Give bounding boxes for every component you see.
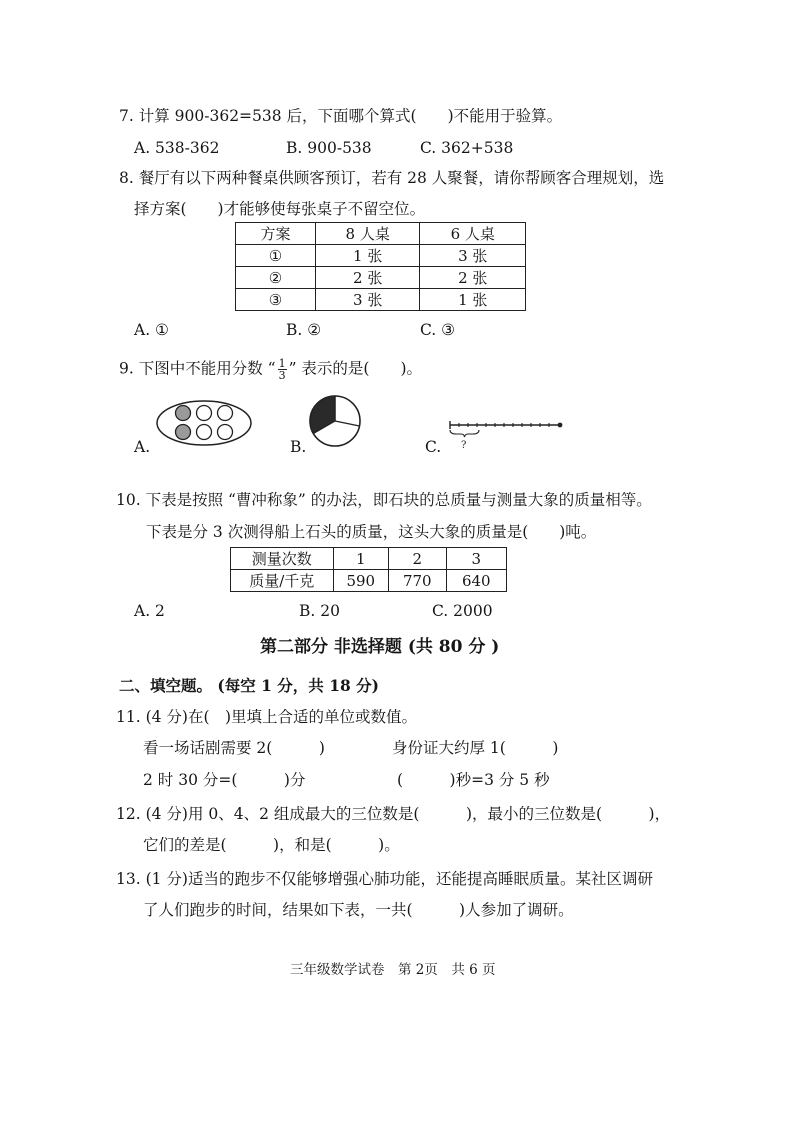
table-cell: 8 人桌 (315, 223, 420, 245)
table-row (236, 267, 526, 289)
table-cell: 3 张 (315, 289, 420, 311)
empty-circle (218, 406, 233, 421)
q9-option-c-label: C. (425, 438, 442, 456)
table-cell: 2 (389, 548, 446, 570)
q7-option-c: C. 362+538 (420, 139, 514, 157)
table-cell: 方案 (236, 223, 316, 245)
q9-figure-a (155, 398, 253, 448)
table-cell: 3 (446, 548, 506, 570)
q9-figure-c-segment (446, 415, 564, 451)
table-row (231, 570, 507, 592)
q8-stem-line1: 8. 餐厅有以下两种餐桌供顾客预订，若有 28 人聚餐，请你帮顾客合理规划，选 (119, 169, 665, 187)
q10-option-c: C. 2000 (432, 602, 493, 620)
q8-option-a: A. ① (134, 321, 169, 339)
q11-stem: 11. (4 分)在( )里填上合适的单位或数值。 (116, 708, 418, 726)
q8-option-c: C. ③ (420, 321, 456, 339)
fraction (278, 358, 287, 381)
table-cell: 2 张 (420, 267, 526, 289)
q12-line2: 它们的差是( )，和是( )。 (143, 836, 400, 854)
table-cell: 770 (389, 570, 446, 592)
q11-item-d: ( )秒=3 分 5 秒 (397, 771, 550, 789)
table-row (231, 548, 507, 570)
table-cell: ① (236, 245, 316, 267)
shaded-circle (176, 406, 191, 421)
table-cell: 1 张 (420, 289, 526, 311)
q8-table (235, 222, 526, 311)
q8-stem-line2: 择方案( )才能够使每张桌子不留空位。 (134, 200, 426, 218)
q10-table (230, 547, 507, 592)
q13-line1: 13. (1 分)适当的跑步不仅能够增强心肺功能，还能提高睡眠质量。某社区调研 (116, 870, 653, 888)
empty-circle (197, 425, 212, 440)
fraction-numerator: 1 (278, 357, 286, 370)
q11-item-a: 看一场话剧需要 2( ) (143, 739, 325, 757)
pie-divider (335, 421, 360, 426)
q7-option-b: B. 900-538 (286, 139, 372, 157)
table-cell: 2 张 (315, 267, 420, 289)
empty-circle (197, 406, 212, 421)
q9-stem-before: 9. 下图中不能用分数 “ (119, 359, 276, 378)
q10-stem-line2: 下表是分 3 次测得船上石头的质量，这头大象的质量是( )吨。 (146, 523, 597, 541)
table-cell: 640 (446, 570, 506, 592)
table-cell: 质量/千克 (231, 570, 334, 592)
shaded-circle (176, 425, 191, 440)
table-cell: 1 (333, 548, 389, 570)
q10-stem-line1: 10. 下表是按照 “曹冲称象” 的办法，即石块的总质量与测量大象的质量相等。 (116, 491, 652, 509)
q11-item-b: 身份证大约厚 1( ) (392, 739, 559, 757)
q12-line1: 12. (4 分)用 0、4、2 组成最大的三位数是( )，最小的三位数是( )， (116, 805, 671, 823)
table-row (236, 245, 526, 267)
table-cell: ② (236, 267, 316, 289)
fraction-denominator: 3 (278, 369, 286, 382)
q9-option-b-label: B. (290, 438, 307, 456)
brace (450, 430, 479, 437)
table-row (236, 223, 526, 245)
q9-stem (119, 358, 422, 381)
section2-title: 二、填空题。 (每空 1 分，共 18 分) (119, 676, 380, 695)
pie-shaded-sector (310, 396, 335, 434)
q10-option-b: B. 20 (299, 602, 340, 620)
page-footer: 三年级数学试卷 第 2页 共 6 页 (290, 962, 496, 978)
q9-figure-b-pie (307, 393, 363, 449)
segment-endpoint (558, 423, 563, 428)
q13-line2: 了人们跑步的时间，结果如下表，一共( )人参加了调研。 (143, 901, 574, 919)
q9-stem-after: ” 表示的是( )。 (288, 359, 423, 378)
empty-circle (218, 425, 233, 440)
q8-option-b: B. ② (286, 321, 322, 339)
part2-title: 第二部分 非选择题 (共 80 分 ) (260, 637, 500, 657)
table-cell: 590 (333, 570, 389, 592)
table-cell: 1 张 (315, 245, 420, 267)
question-mark-label: ? (461, 440, 467, 451)
q11-item-c: 2 时 30 分=( )分 (143, 771, 306, 789)
table-cell: 6 人桌 (420, 223, 526, 245)
table-cell: ③ (236, 289, 316, 311)
table-row (236, 289, 526, 311)
q7-option-a: A. 538-362 (134, 139, 220, 157)
table-cell: 测量次数 (231, 548, 334, 570)
table-cell: 3 张 (420, 245, 526, 267)
q7-stem: 7. 计算 900-362=538 后，下面哪个算式( )不能用于验算。 (119, 107, 563, 125)
q10-option-a: A. 2 (134, 602, 165, 620)
q9-option-a-label: A. (134, 438, 151, 456)
oval-outline (157, 401, 251, 445)
